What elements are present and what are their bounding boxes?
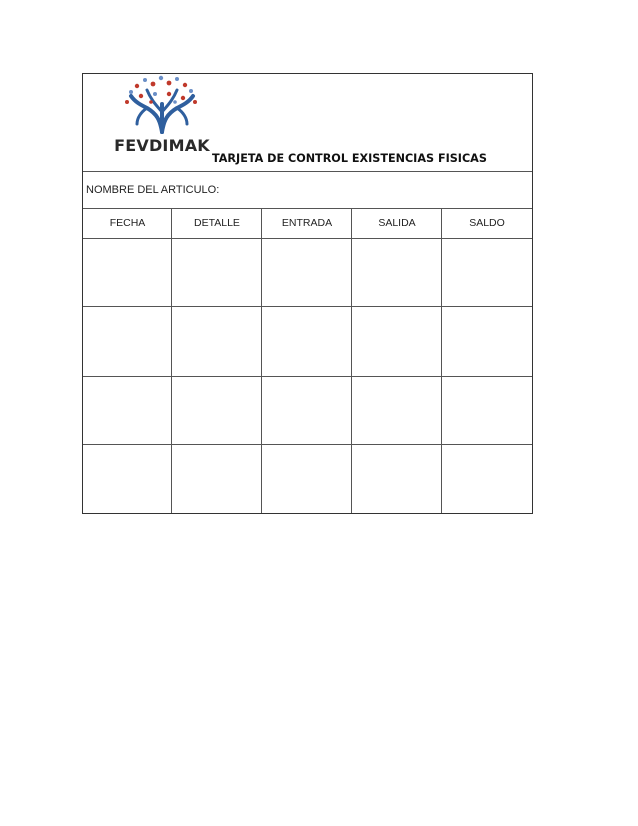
column-divider xyxy=(441,209,442,238)
stock-control-card xyxy=(82,73,533,514)
column-header-fecha: FECHA xyxy=(109,217,146,229)
article-name-row xyxy=(83,172,532,209)
entry-cell-entrada[interactable] xyxy=(262,307,352,377)
column-header-saldo: SALDO xyxy=(469,217,505,229)
company-logo xyxy=(109,74,215,166)
logo-text: FEVDIMAK xyxy=(114,136,210,155)
column-divider xyxy=(171,209,172,238)
column-header-salida: SALIDA xyxy=(378,217,416,229)
entry-cell-fecha[interactable] xyxy=(83,445,172,513)
column-header-detalle: DETALLE xyxy=(194,217,240,229)
card-header xyxy=(83,74,532,172)
column-header-entrada: ENTRADA xyxy=(281,217,333,229)
entry-cell-fecha[interactable] xyxy=(83,307,172,377)
entry-cell-salida[interactable] xyxy=(352,377,442,445)
entry-cell-fecha[interactable] xyxy=(83,377,172,445)
entry-cell-saldo[interactable] xyxy=(442,307,532,377)
entries-grid xyxy=(83,239,532,513)
document-title: TARJETA DE CONTROL EXISTENCIAS FISICAS xyxy=(212,152,487,165)
entry-cell-entrada[interactable] xyxy=(262,377,352,445)
entry-cell-detalle[interactable] xyxy=(172,445,262,513)
entry-cell-detalle[interactable] xyxy=(172,377,262,445)
entry-cell-saldo[interactable] xyxy=(442,239,532,307)
column-divider xyxy=(351,209,352,238)
entry-cell-salida[interactable] xyxy=(352,239,442,307)
entry-cell-fecha[interactable] xyxy=(83,239,172,307)
entry-cell-entrada[interactable] xyxy=(262,239,352,307)
entry-cell-saldo[interactable] xyxy=(442,445,532,513)
column-divider xyxy=(261,209,262,238)
tree-hands-icon xyxy=(117,74,207,136)
entry-cell-salida[interactable] xyxy=(352,307,442,377)
entry-cell-detalle[interactable] xyxy=(172,307,262,377)
entry-cell-entrada[interactable] xyxy=(262,445,352,513)
entry-cell-salida[interactable] xyxy=(352,445,442,513)
entry-cell-saldo[interactable] xyxy=(442,377,532,445)
column-header-row xyxy=(83,209,532,239)
entry-cell-detalle[interactable] xyxy=(172,239,262,307)
article-name-label: NOMBRE DEL ARTICULO: xyxy=(86,184,220,196)
